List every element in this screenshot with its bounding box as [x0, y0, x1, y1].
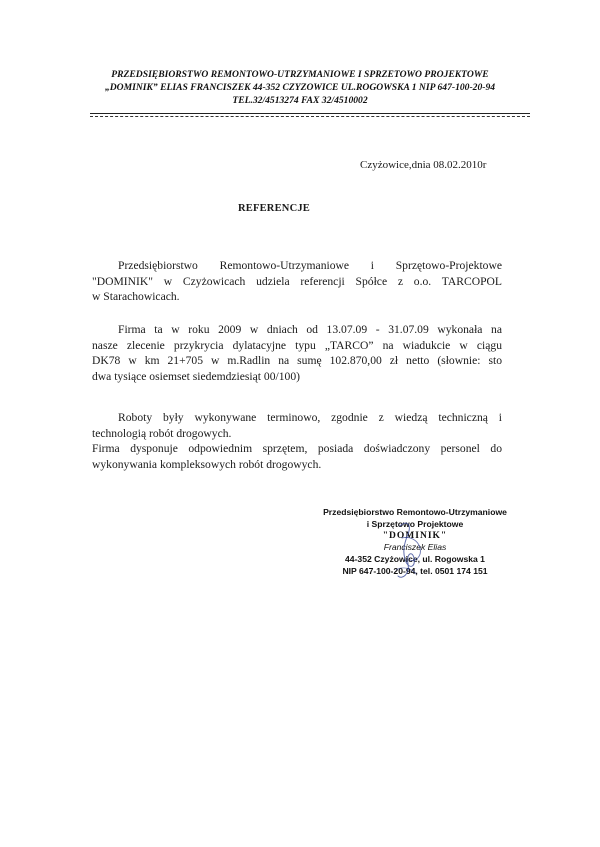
stamp-line: NIP 647-100-20-94, tel. 0501 174 151 [342, 565, 488, 576]
paragraph-assessment [92, 410, 502, 472]
paragraph-line: dwa tysiące osiemset siedemdziesiąt 00/100) [92, 369, 300, 383]
letterhead-company-name: PRZEDSIĘBIORSTWO REMONTOWO-UTRZYMANIOWE I SPRZETOWO PROJEKTOWE [111, 69, 489, 80]
stamp-line: Franciszek Elias [383, 542, 447, 553]
stamp-line: 44-352 Czyżowice, ul. Rogowska 1 [345, 554, 485, 565]
paragraph-contract [92, 322, 502, 384]
paragraph-line: nasze zlecenie przykrycia dylatacyjne typu „TARCO” na wiadukcie w ciągu [92, 338, 502, 352]
paragraph-intro [92, 258, 502, 305]
letterhead-divider-dashed [90, 116, 530, 117]
letterhead [60, 68, 540, 107]
letterhead-address: „DOMINIK” ELIAS FRANCISZEK 44-352 CZYZOWICE UL.ROGOWSKA 1 NIP 647-100-20-94 [104, 82, 496, 93]
paragraph-line: technologią robót drogowych. [92, 426, 232, 440]
letterhead-contact: TEL.32/4513274 FAX 32/4510002 [232, 95, 368, 106]
paragraph-line: Przedsiębiorstwo Remontowo-Utrzymaniowe i Sprzętowo-Projektowe [118, 259, 502, 272]
stamp-line: "DOMINIK" [382, 530, 448, 541]
date-line: Czyżowice,dnia 08.02.2010r [360, 159, 487, 171]
paragraph-line: Firma ta w roku 2009 w dniach od 13.07.09 - 31.07.09 wykonała na [118, 323, 502, 336]
paragraph-line: "DOMINIK" w Czyżowicach udziela referencji Spółce z o.o. TARCOPOL [92, 274, 502, 288]
stamp-line: Przedsiębiorstwo Remontowo-Utrzymaniowe [323, 507, 507, 517]
letterhead-divider [90, 113, 530, 114]
document-title: REFERENCJE [238, 203, 311, 214]
paragraph-line: Roboty były wykonywane terminowo, zgodnie z wiedzą techniczną i [118, 411, 502, 424]
paragraph-line: wykonywania kompleksowych robót drogowych. [92, 457, 322, 471]
stamp-line: i Sprzętowo Projektowe [366, 518, 464, 529]
paragraph-line: DK78 w km 21+705 w m.Radlin na sumę 102.870,00 zł netto (słownie: sto [92, 354, 502, 367]
paragraph-line: Firma dysponuje odpowiednim sprzętem, posiada doświadczony personel do [92, 442, 502, 455]
paragraph-line: w Starachowicach. [92, 290, 180, 303]
company-stamp [322, 507, 508, 578]
